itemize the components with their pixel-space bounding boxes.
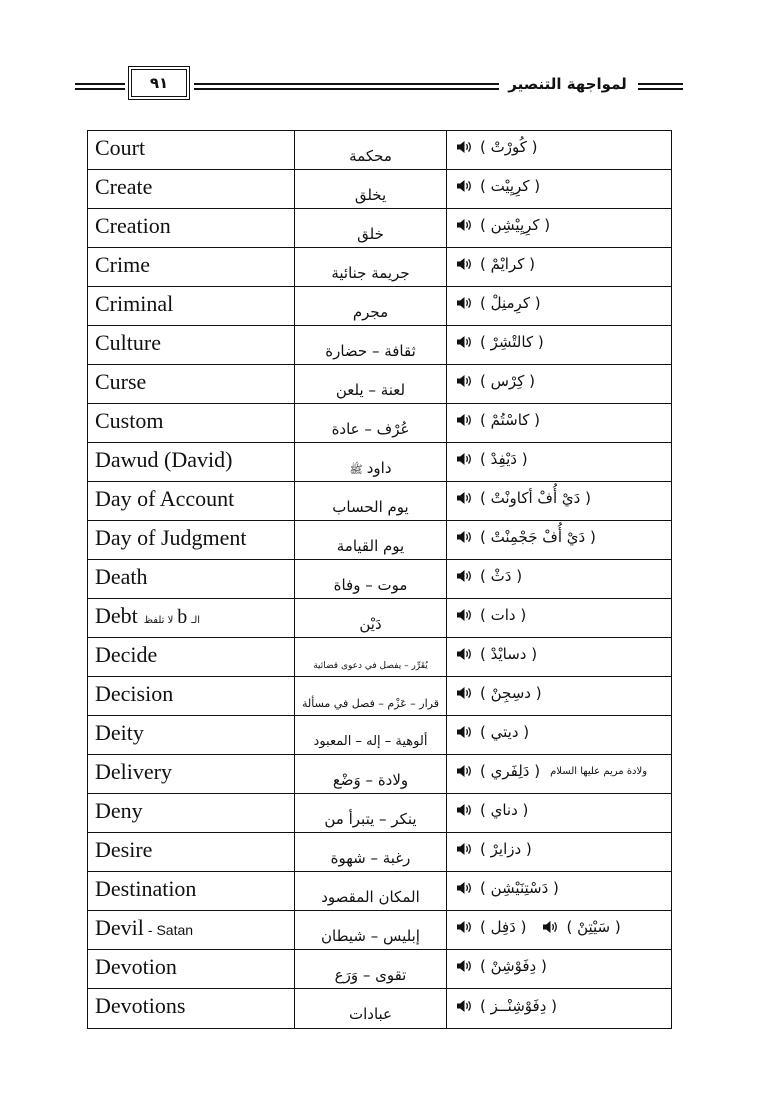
english-term: Creation: [95, 213, 171, 238]
english-term: Curse: [95, 369, 147, 394]
pronunciation-cell: [447, 560, 670, 598]
table-row: [88, 989, 671, 1028]
pronunciation-text: ( دناي ): [480, 801, 529, 819]
pronunciation-cell: [447, 443, 670, 481]
arabic-meaning-cell: [295, 131, 447, 169]
arabic-meaning-cell: [295, 404, 447, 442]
honorific-symbol: ﷺ: [349, 463, 363, 476]
english-term-cell: [88, 872, 295, 910]
table-row: [88, 911, 671, 950]
speaker-icon: [456, 491, 472, 505]
table-row: [88, 716, 671, 755]
english-term-synonym: - Satan: [147, 922, 194, 938]
table-row: [88, 833, 671, 872]
table-row: [88, 170, 671, 209]
pronunciation-text: ( دَسْتِنَيْشِن ): [480, 879, 559, 897]
english-term-cell: [88, 911, 295, 949]
english-term-cell: [88, 287, 295, 325]
table-row: [88, 443, 671, 482]
speaker-icon: [456, 569, 472, 583]
speaker-icon: [456, 218, 472, 232]
arabic-meaning: لعنة – يلعن: [335, 381, 406, 399]
arabic-meaning: مجرم: [352, 303, 389, 321]
table-row: [88, 560, 671, 599]
english-term: Delivery: [95, 759, 172, 784]
english-term: Desire: [95, 837, 153, 862]
arabic-meaning-cell: [295, 872, 447, 910]
english-term-cell: [88, 755, 295, 793]
speaker-icon: [456, 686, 472, 700]
english-term: Day of Judgment: [95, 525, 247, 550]
pronunciation-cell: [447, 521, 670, 559]
pronunciation-cell: [447, 482, 670, 520]
arabic-meaning-cell: [295, 638, 447, 676]
pronunciation-side-note: ولادة مريم عليها السلام: [550, 765, 648, 777]
table-row: [88, 326, 671, 365]
english-term: Decide: [95, 642, 158, 667]
header-rule-left: [75, 83, 125, 90]
speaker-icon: [542, 920, 558, 934]
pronunciation-text: ( دِفَوْشِنْ ): [480, 957, 547, 975]
pronunciation-cell: [447, 872, 670, 910]
arabic-meaning: موت – وفاة: [333, 576, 408, 594]
english-term-cell: [88, 638, 295, 676]
english-term-cell: [88, 560, 295, 598]
table-row: [88, 755, 671, 794]
english-term-cell: [88, 365, 295, 403]
speaker-icon: [456, 179, 472, 193]
arabic-meaning-cell: [295, 950, 447, 988]
english-term: Destination: [95, 876, 197, 901]
pronunciation-text: ( كالتْشِرْ ): [480, 333, 544, 351]
table-row: [88, 950, 671, 989]
english-term: Decision: [95, 681, 174, 706]
arabic-meaning: رغبة – شهوة: [330, 849, 411, 867]
english-term: Devotions: [95, 993, 186, 1018]
english-term: Deity: [95, 720, 144, 745]
english-term-cell: [88, 209, 295, 247]
english-term: Custom: [95, 408, 164, 433]
arabic-meaning: جريمة جنائية: [331, 264, 410, 282]
pronunciation-cell: [447, 248, 670, 286]
speaker-icon: [456, 959, 472, 973]
speaker-icon: [456, 530, 472, 544]
english-term: Court: [95, 135, 146, 160]
english-term: Deny: [95, 798, 143, 823]
english-term-cell: [88, 482, 295, 520]
arabic-meaning-cell: [295, 365, 447, 403]
pronunciation-cell: [447, 950, 670, 988]
arabic-meaning-cell: [295, 716, 447, 754]
arabic-meaning: يوم القيامة: [336, 537, 405, 555]
pronunciation-text: ( كرايْمْ ): [480, 255, 535, 273]
page-number: ٩١: [149, 74, 169, 92]
arabic-meaning-cell: [295, 599, 447, 637]
english-term-cell: [88, 599, 295, 637]
pronunciation-cell: [447, 599, 670, 637]
speaker-icon: [456, 296, 472, 310]
arabic-meaning-cell: [295, 677, 447, 715]
arabic-meaning-cell: [295, 911, 447, 949]
pronunciation-cell: [447, 755, 670, 793]
pronunciation-cell: [447, 326, 670, 364]
header-rule-right: [638, 83, 683, 90]
table-row: [88, 794, 671, 833]
english-term: Death: [95, 564, 148, 589]
arabic-meaning: محكمة: [349, 147, 392, 165]
arabic-meaning-cell: [295, 482, 447, 520]
arabic-meaning: المكان المقصود: [321, 888, 420, 906]
table-row: [88, 404, 671, 443]
english-term: Culture: [95, 330, 161, 355]
speaker-icon: [456, 335, 472, 349]
speaker-icon: [456, 413, 472, 427]
arabic-meaning: ولادة – وَضْع: [332, 771, 409, 789]
arabic-meaning: ألوهية – إله – المعبود: [313, 734, 428, 749]
arabic-meaning-cell: [295, 833, 447, 871]
pronunciation-cell: [447, 170, 670, 208]
speaker-icon: [456, 374, 472, 388]
pronunciation-text: ( سَيْتِنْ ): [566, 918, 621, 936]
pronunciation-note-text: لا تلفظ: [143, 615, 174, 626]
arabic-meaning-cell: [295, 521, 447, 559]
pronunciation-text: ( ديتي ): [480, 723, 530, 741]
english-term: Create: [95, 174, 153, 199]
pronunciation-cell: [447, 131, 670, 169]
pronunciation-cell: [447, 404, 670, 442]
pronunciation-text: ( دَثْ ): [480, 567, 523, 585]
pronunciation-text: ( دسايْدْ ): [480, 645, 538, 663]
pronunciation-cell: [447, 794, 670, 832]
silent-letter: b: [177, 606, 188, 628]
arabic-meaning: تقوى – وَرَع: [334, 966, 407, 984]
speaker-icon: [456, 257, 472, 271]
table-row: [88, 365, 671, 404]
english-term-cell: [88, 443, 295, 481]
pronunciation-text: ( كِرْس ): [480, 372, 535, 390]
english-term-cell: [88, 326, 295, 364]
english-term-cell: [88, 404, 295, 442]
speaker-icon: [456, 647, 472, 661]
table-row: [88, 287, 671, 326]
english-term-cell: [88, 989, 295, 1028]
table-row: [88, 248, 671, 287]
pronunciation-cell: [447, 716, 670, 754]
arabic-meaning: يُقَرِّر – يفصل في دعوى قضائية: [313, 661, 428, 671]
pronunciation-cell: [447, 638, 670, 676]
english-term-cell: [88, 170, 295, 208]
english-term-cell: [88, 794, 295, 832]
arabic-meaning-cell: [295, 560, 447, 598]
pronunciation-note-article: الـ: [191, 615, 201, 626]
speaker-icon: [456, 140, 472, 154]
english-term-cell: [88, 131, 295, 169]
arabic-meaning-cell: [295, 287, 447, 325]
dictionary-table: [87, 130, 672, 1029]
arabic-meaning: خلق: [357, 225, 384, 243]
table-row: [88, 131, 671, 170]
english-term-cell: [88, 716, 295, 754]
arabic-meaning: عبادات: [348, 1005, 392, 1023]
running-title: لمواجهة التنصير: [508, 75, 627, 93]
english-term: Dawud (David): [95, 447, 233, 472]
arabic-meaning: يخلق: [354, 186, 387, 204]
pronunciation-cell: [447, 287, 670, 325]
pronunciation-cell: [447, 677, 670, 715]
arabic-meaning: عُرْف – عادة: [331, 420, 410, 438]
speaker-icon: [456, 920, 472, 934]
speaker-icon: [456, 803, 472, 817]
english-term: Devotion: [95, 954, 177, 979]
pronunciation-text: ( دسِجِنْ ): [480, 684, 542, 702]
english-term-cell: [88, 833, 295, 871]
arabic-meaning-cell: [295, 755, 447, 793]
pronunciation-text: ( دِفَوْشِنْــز ): [480, 996, 557, 1015]
table-row: [88, 599, 671, 638]
table-row: [88, 521, 671, 560]
table-row: [88, 638, 671, 677]
arabic-meaning: قرار – عَزْم – فصل في مسألة: [302, 697, 439, 710]
speaker-icon: [456, 725, 472, 739]
english-term: Devil: [95, 915, 144, 940]
table-row: [88, 209, 671, 248]
english-term-cell: [88, 950, 295, 988]
pronunciation-text: ( دَيْفِدْ ): [480, 450, 528, 468]
arabic-meaning-cell: [295, 443, 447, 481]
pronunciation-text: ( دَيْ أُفْ أكاونْتْ ): [480, 489, 591, 507]
arabic-meaning: ينكر – يتبرأ من: [324, 810, 417, 828]
pronunciation-text: ( دَلِفَري ): [480, 762, 541, 780]
page-number-box: [128, 66, 190, 100]
pronunciation-cell: [447, 911, 670, 949]
english-term-cell: [88, 521, 295, 559]
pronunciation-text: ( دَفِل ): [480, 918, 527, 936]
pronunciation-cell: [447, 989, 670, 1028]
english-term-cell: [88, 248, 295, 286]
table-row: [88, 872, 671, 911]
arabic-meaning: يوم الحساب: [332, 498, 409, 516]
english-term-cell: [88, 677, 295, 715]
table-row: [88, 482, 671, 521]
pronunciation-text: ( دَيْ أُفْ جَجْمِنْتْ ): [480, 528, 596, 546]
header-rule-middle: [194, 83, 499, 90]
arabic-meaning: دَيْن: [359, 615, 382, 633]
table-row: [88, 677, 671, 716]
pronunciation-text: ( كرِمنِلْ ): [480, 294, 541, 312]
pronunciation-text: ( كُورْتْ ): [480, 138, 538, 156]
arabic-meaning-cell: [295, 209, 447, 247]
english-term: Day of Account: [95, 486, 235, 511]
arabic-meaning: إبليس – شيطان: [321, 927, 420, 945]
pronunciation-cell: [447, 209, 670, 247]
speaker-icon: [456, 999, 472, 1013]
speaker-icon: [456, 764, 472, 778]
speaker-icon: [456, 608, 472, 622]
arabic-meaning-cell: [295, 989, 447, 1028]
pronunciation-text: ( دزايرْ ): [480, 840, 532, 858]
english-term: Criminal: [95, 291, 174, 316]
pronunciation-text: ( كرِيِيْشِن ): [480, 216, 551, 234]
pronunciation-cell: [447, 365, 670, 403]
pronunciation-cell: [447, 833, 670, 871]
english-term: Debt: [95, 603, 138, 628]
arabic-meaning: داود: [366, 459, 392, 477]
english-term: Crime: [95, 252, 150, 277]
pronunciation-text: ( دات ): [480, 606, 527, 624]
speaker-icon: [456, 842, 472, 856]
speaker-icon: [456, 452, 472, 466]
arabic-meaning-cell: [295, 794, 447, 832]
arabic-meaning-cell: [295, 170, 447, 208]
speaker-icon: [456, 881, 472, 895]
pronunciation-text: ( كرِيِيْت ): [480, 177, 541, 195]
arabic-meaning: ثقافة – حضارة: [325, 342, 416, 360]
arabic-meaning-cell: [295, 326, 447, 364]
pronunciation-text: ( كاسْتُمْ ): [480, 411, 541, 429]
arabic-meaning-cell: [295, 248, 447, 286]
